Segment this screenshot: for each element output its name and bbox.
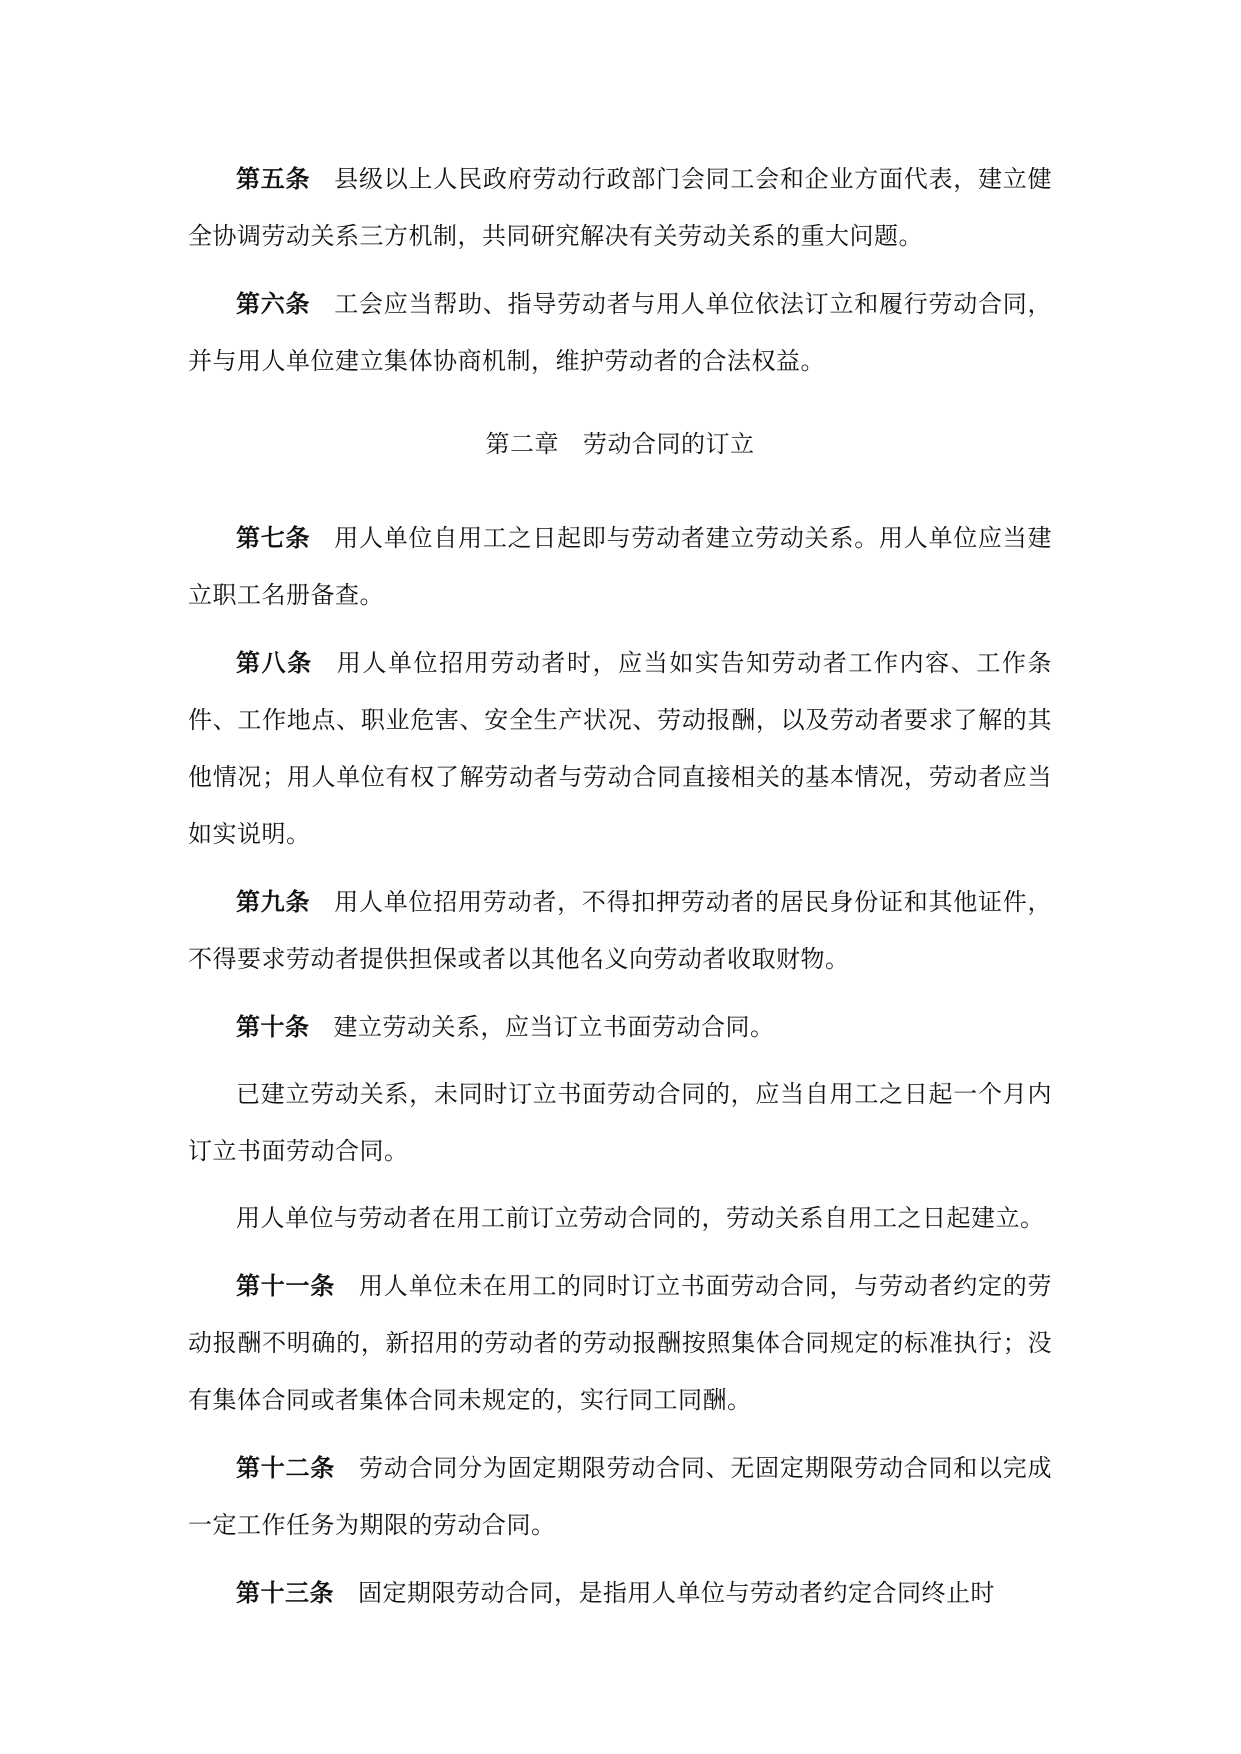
- article-9: [188, 873, 1052, 988]
- article-5: [188, 150, 1052, 265]
- article-text: 建立劳动关系，应当订立书面劳动合同。: [333, 1013, 775, 1041]
- article-8: [188, 634, 1052, 863]
- article-number: 第十三条: [236, 1578, 334, 1607]
- article-text: 县级以上人民政府劳动行政部门会同工会和企业方面代表，建立健全协调劳动关系三方机制，共同研究解决有关劳动关系的重大问题。: [188, 165, 1053, 250]
- article-12: [188, 1439, 1052, 1554]
- chapter-heading: [188, 416, 1052, 473]
- article-number: 第九条: [236, 887, 311, 916]
- article-10-paragraph-3: [188, 1190, 1052, 1247]
- article-number: 第六条: [236, 289, 311, 318]
- article-13: [188, 1564, 1052, 1622]
- article-number: 第七条: [236, 523, 311, 552]
- article-6: [188, 275, 1052, 390]
- article-text: 已建立劳动关系，未同时订立书面劳动合同的，应当自用工之日起一个月内订立书面劳动合同。: [188, 1080, 1052, 1165]
- article-10: [188, 998, 1052, 1056]
- article-text: 用人单位招用劳动者，不得扣押劳动者的居民身份证和其他证件，不得要求劳动者提供担保或者以其他名义向劳动者收取财物。: [188, 888, 1053, 973]
- article-text: 劳动合同分为固定期限劳动合同、无固定期限劳动合同和以完成一定工作任务为期限的劳动合同。: [188, 1454, 1053, 1539]
- article-text: 用人单位自用工之日起即与劳动者建立劳动关系。用人单位应当建立职工名册备查。: [188, 524, 1053, 609]
- article-number: 第八条: [236, 648, 313, 677]
- article-text: 工会应当帮助、指导劳动者与用人单位依法订立和履行劳动合同，并与用人单位建立集体协商机制，维护劳动者的合法权益。: [188, 290, 1053, 375]
- article-number: 第十二条: [236, 1453, 336, 1482]
- article-number: 第十一条: [236, 1271, 336, 1300]
- article-number: 第五条: [236, 164, 311, 193]
- article-11: [188, 1257, 1052, 1429]
- chapter-number: 第二章: [485, 430, 559, 458]
- article-text: 用人单位与劳动者在用工前订立劳动合同的，劳动关系自用工之日起建立。: [236, 1204, 1045, 1232]
- article-text: 固定期限劳动合同，是指用人单位与劳动者约定合同终止时: [358, 1579, 995, 1607]
- article-10-paragraph-2: [188, 1066, 1052, 1180]
- article-7: [188, 509, 1052, 624]
- article-text: 用人单位招用劳动者时，应当如实告知劳动者工作内容、工作条件、工作地点、职业危害、安全生产状况、劳动报酬，以及劳动者要求了解的其他情况；用人单位有权了解劳动者与劳动合同直接相关的基本情况，劳动者应当如实说明。: [188, 649, 1052, 848]
- article-text: 用人单位未在用工的同时订立书面劳动合同，与劳动者约定的劳动报酬不明确的，新招用的劳动者的劳动报酬按照集体合同规定的标准执行；没有集体合同或者集体合同未规定的，实行同工同酬。: [188, 1272, 1053, 1414]
- document-page: [188, 150, 1052, 1632]
- chapter-title: 劳动合同的订立: [583, 430, 755, 458]
- article-number: 第十条: [236, 1012, 310, 1041]
